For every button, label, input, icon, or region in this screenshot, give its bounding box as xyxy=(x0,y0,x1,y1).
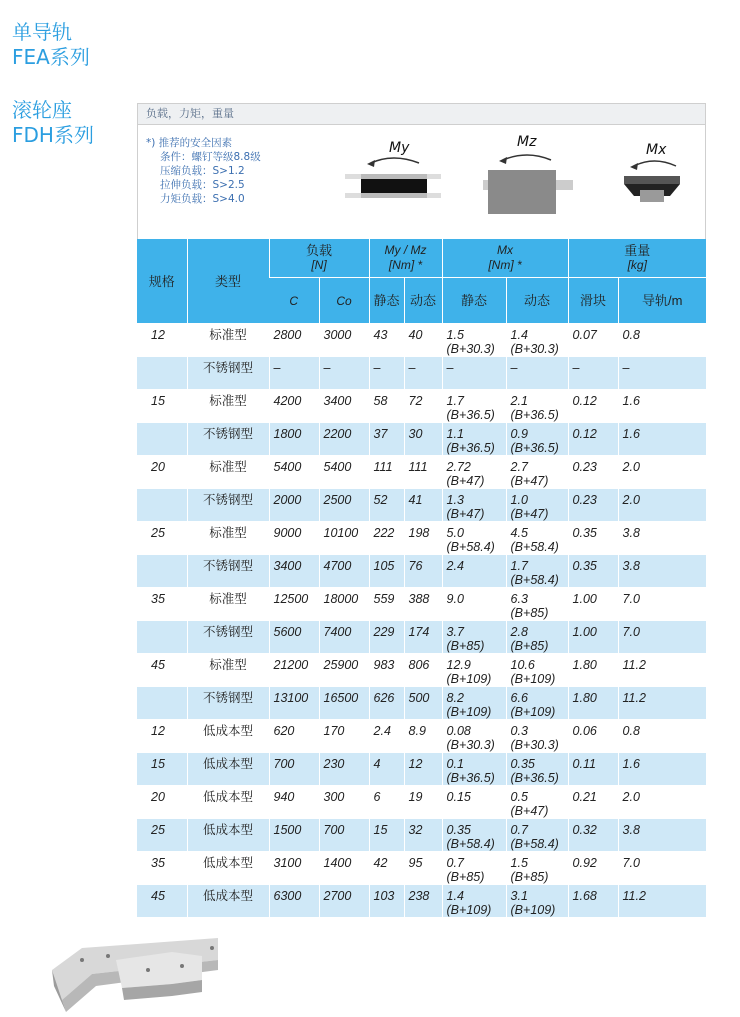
col-header-mx-dynamic: 动态 xyxy=(506,278,568,324)
size-cell xyxy=(137,555,187,588)
co-cell: 4700 xyxy=(319,555,369,588)
size-cell: 12 xyxy=(137,324,187,357)
c-cell: 700 xyxy=(269,753,319,786)
note-line: 压缩负载：S>1.2 xyxy=(160,165,245,177)
my-static-cell: 229 xyxy=(369,621,404,654)
mx-static-cell-formula: (B+85) xyxy=(446,639,485,653)
mx-static-cell: 12.9 (B+109) xyxy=(442,654,506,687)
col-header-co: Co xyxy=(319,278,369,324)
rail-weight-cell: 11.2 xyxy=(618,654,706,687)
block-weight-cell: 1.00 xyxy=(568,588,618,621)
mx-dynamic-cell-formula: (B+58.4) xyxy=(510,837,559,851)
table-row xyxy=(137,786,706,819)
mx-diagram-icon xyxy=(618,138,688,214)
type-cell: 标准型 xyxy=(187,588,269,621)
mx-dynamic-cell-formula: (B+36.5) xyxy=(510,771,559,785)
co-cell: 7400 xyxy=(319,621,369,654)
type-cell: 低成本型 xyxy=(187,885,269,918)
table-row xyxy=(137,819,706,852)
weight-label: 重量 xyxy=(624,243,651,258)
block-weight-cell: 0.12 xyxy=(568,390,618,423)
co-cell: 700 xyxy=(319,819,369,852)
series-title-block xyxy=(12,98,94,148)
mz-diagram-icon xyxy=(483,130,573,216)
type-cell: 标准型 xyxy=(187,390,269,423)
block-title-code: FDH系列 xyxy=(12,123,94,147)
my-diagram-icon xyxy=(343,136,443,208)
my-static-cell: – xyxy=(369,357,404,390)
size-cell: 15 xyxy=(137,753,187,786)
my-dynamic-cell: 19 xyxy=(404,786,442,819)
col-header-mx xyxy=(442,239,568,278)
my-static-cell: 58 xyxy=(369,390,404,423)
mx-static-cell: 2.72 (B+47) xyxy=(442,456,506,489)
rail-title-code: FEA系列 xyxy=(12,45,90,69)
mx-static-cell-formula: (B+58.4) xyxy=(446,837,495,851)
block-weight-cell: 0.11 xyxy=(568,753,618,786)
mx-static-cell-formula: (B+36.5) xyxy=(446,408,495,422)
mx-static-cell-formula: (B+36.5) xyxy=(446,441,495,455)
my-dynamic-cell: 111 xyxy=(404,456,442,489)
c-cell: 620 xyxy=(269,720,319,753)
mz-label: Mz xyxy=(517,134,537,150)
table-row xyxy=(137,588,706,621)
type-cell: 标准型 xyxy=(187,654,269,687)
type-cell: 低成本型 xyxy=(187,819,269,852)
my-dynamic-cell: 41 xyxy=(404,489,442,522)
mx-dynamic-cell: 6.3 (B+85) xyxy=(506,588,568,621)
mx-dynamic-cell: 1.0 (B+47) xyxy=(506,489,568,522)
my-dynamic-cell: 40 xyxy=(404,324,442,357)
my-dynamic-cell: 174 xyxy=(404,621,442,654)
mx-dynamic-cell-formula: (B+47) xyxy=(510,804,549,818)
c-cell: 6300 xyxy=(269,885,319,918)
size-cell: 15 xyxy=(137,390,187,423)
c-cell: 13100 xyxy=(269,687,319,720)
table-row xyxy=(137,654,706,687)
my-dynamic-cell: 8.9 xyxy=(404,720,442,753)
co-cell: – xyxy=(319,357,369,390)
table-row xyxy=(137,687,706,720)
mx-static-cell-formula: (B+47) xyxy=(446,474,485,488)
table-row xyxy=(137,885,706,918)
mx-static-cell: – xyxy=(442,357,506,390)
mx-static-cell-formula: (B+109) xyxy=(446,672,492,686)
type-cell: 不锈钢型 xyxy=(187,555,269,588)
my-static-cell: 37 xyxy=(369,423,404,456)
mx-static-cell-formula: (B+30.3) xyxy=(446,342,495,356)
block-weight-cell: 1.00 xyxy=(568,621,618,654)
co-cell: 230 xyxy=(319,753,369,786)
mx-dynamic-cell: 6.6 (B+109) xyxy=(506,687,568,720)
mx-static-cell: 5.0 (B+58.4) xyxy=(442,522,506,555)
rail-weight-cell: 11.2 xyxy=(618,687,706,720)
my-static-cell: 983 xyxy=(369,654,404,687)
mx-static-cell-formula: (B+109) xyxy=(446,705,492,719)
table-row xyxy=(137,555,706,588)
rail-weight-cell: 1.6 xyxy=(618,390,706,423)
mx-dynamic-cell: 10.6 (B+109) xyxy=(506,654,568,687)
col-header-block: 滑块 xyxy=(568,278,618,324)
mx-dynamic-cell-formula: (B+36.5) xyxy=(510,408,559,422)
size-cell xyxy=(137,423,187,456)
my-dynamic-cell: 76 xyxy=(404,555,442,588)
my-dynamic-cell: 388 xyxy=(404,588,442,621)
type-cell: 低成本型 xyxy=(187,852,269,885)
co-cell: 2200 xyxy=(319,423,369,456)
mx-dynamic-cell: 0.9 (B+36.5) xyxy=(506,423,568,456)
my-static-cell: 4 xyxy=(369,753,404,786)
mz-moment-diagram xyxy=(483,130,573,216)
table-row xyxy=(137,357,706,390)
table-row xyxy=(137,753,706,786)
size-cell: 20 xyxy=(137,786,187,819)
c-cell: 12500 xyxy=(269,588,319,621)
rail-weight-cell: 1.6 xyxy=(618,423,706,456)
mx-dynamic-cell: 4.5 (B+58.4) xyxy=(506,522,568,555)
table-row xyxy=(137,456,706,489)
c-cell: 21200 xyxy=(269,654,319,687)
rail-weight-cell: 2.0 xyxy=(618,456,706,489)
size-cell: 45 xyxy=(137,654,187,687)
table-row xyxy=(137,390,706,423)
type-cell: 不锈钢型 xyxy=(187,423,269,456)
mx-static-cell: 1.4 (B+109) xyxy=(442,885,506,918)
c-cell: 940 xyxy=(269,786,319,819)
size-cell: 25 xyxy=(137,819,187,852)
mx-static-cell-formula: (B+47) xyxy=(446,507,485,521)
size-cell: 12 xyxy=(137,720,187,753)
block-weight-cell: 0.35 xyxy=(568,555,618,588)
mx-label: Mx xyxy=(646,142,667,158)
mx-label: Mx xyxy=(497,243,514,257)
col-header-weight xyxy=(568,239,706,278)
safety-notes xyxy=(146,136,261,206)
mx-dynamic-cell-formula: (B+47) xyxy=(510,474,549,488)
rail-weight-cell: 7.0 xyxy=(618,621,706,654)
my-static-cell: 15 xyxy=(369,819,404,852)
mx-static-cell-formula: (B+85) xyxy=(446,870,485,884)
mx-dynamic-cell: 1.4 (B+30.3) xyxy=(506,324,568,357)
block-weight-cell: 1.80 xyxy=(568,654,618,687)
co-cell: 16500 xyxy=(319,687,369,720)
block-weight-cell: 0.32 xyxy=(568,819,618,852)
myz-unit: [Nm] * xyxy=(388,258,423,272)
block-weight-cell: 0.06 xyxy=(568,720,618,753)
my-label: My xyxy=(389,140,410,156)
mx-dynamic-cell-formula: (B+85) xyxy=(510,639,549,653)
c-cell: 2000 xyxy=(269,489,319,522)
my-static-cell: 105 xyxy=(369,555,404,588)
c-cell: 1800 xyxy=(269,423,319,456)
rail-weight-cell: 3.8 xyxy=(618,555,706,588)
table-row xyxy=(137,489,706,522)
my-static-cell: 43 xyxy=(369,324,404,357)
size-cell: 35 xyxy=(137,852,187,885)
table-row xyxy=(137,324,706,357)
panel-header: 负载，力矩，重量 xyxy=(138,104,705,125)
mx-dynamic-cell-formula: (B+85) xyxy=(510,870,549,884)
size-cell xyxy=(137,621,187,654)
type-cell: 不锈钢型 xyxy=(187,687,269,720)
block-weight-cell: 0.12 xyxy=(568,423,618,456)
rail-weight-cell: 7.0 xyxy=(618,588,706,621)
rail-weight-cell: 11.2 xyxy=(618,885,706,918)
my-dynamic-cell: 500 xyxy=(404,687,442,720)
co-cell: 1400 xyxy=(319,852,369,885)
col-header-c: C xyxy=(269,278,319,324)
mx-dynamic-cell: 3.1 (B+109) xyxy=(506,885,568,918)
note-line: 力矩负载：S>4.0 xyxy=(160,193,245,205)
block-title-cn: 滚轮座 xyxy=(12,98,72,122)
co-cell: 25900 xyxy=(319,654,369,687)
co-cell: 3400 xyxy=(319,390,369,423)
col-header-myz xyxy=(369,239,442,278)
my-dynamic-cell: 806 xyxy=(404,654,442,687)
mx-dynamic-cell-formula: (B+36.5) xyxy=(510,441,559,455)
block-weight-cell: 0.92 xyxy=(568,852,618,885)
weight-unit: [kg] xyxy=(627,258,647,272)
col-header-type: 类型 xyxy=(187,239,269,324)
rail-weight-cell: 0.8 xyxy=(618,324,706,357)
col-header-my-dynamic: 动态 xyxy=(404,278,442,324)
my-dynamic-cell: 72 xyxy=(404,390,442,423)
col-header-load xyxy=(269,239,369,278)
mx-static-cell: 1.7 (B+36.5) xyxy=(442,390,506,423)
type-cell: 标准型 xyxy=(187,456,269,489)
c-cell: 5400 xyxy=(269,456,319,489)
mx-dynamic-cell: 0.7 (B+58.4) xyxy=(506,819,568,852)
mx-moment-diagram xyxy=(618,138,688,214)
co-cell: 18000 xyxy=(319,588,369,621)
mx-static-cell: 1.5 (B+30.3) xyxy=(442,324,506,357)
mx-dynamic-cell-formula: (B+58.4) xyxy=(510,540,559,554)
c-cell: 1500 xyxy=(269,819,319,852)
col-header-size: 规格 xyxy=(137,239,187,324)
mx-dynamic-cell: 2.7 (B+47) xyxy=(506,456,568,489)
c-cell: 5600 xyxy=(269,621,319,654)
my-dynamic-cell: 32 xyxy=(404,819,442,852)
note-line: 拉伸负载：S>2.5 xyxy=(160,179,245,191)
my-static-cell: 52 xyxy=(369,489,404,522)
type-cell: 低成本型 xyxy=(187,786,269,819)
size-cell: 45 xyxy=(137,885,187,918)
type-cell: 不锈钢型 xyxy=(187,357,269,390)
safety-notes-title: *) 推荐的安全因素 xyxy=(146,137,233,149)
my-static-cell: 42 xyxy=(369,852,404,885)
size-cell: 35 xyxy=(137,588,187,621)
table-row xyxy=(137,852,706,885)
table-row xyxy=(137,423,706,456)
co-cell: 10100 xyxy=(319,522,369,555)
type-cell: 低成本型 xyxy=(187,720,269,753)
mx-dynamic-cell-formula: (B+58.4) xyxy=(510,573,559,587)
my-dynamic-cell: 238 xyxy=(404,885,442,918)
type-cell: 标准型 xyxy=(187,522,269,555)
mx-static-cell: 0.15 xyxy=(442,786,506,819)
mx-static-cell: 1.1 (B+36.5) xyxy=(442,423,506,456)
block-weight-cell: 1.68 xyxy=(568,885,618,918)
series-title-rail xyxy=(12,20,90,70)
type-cell: 低成本型 xyxy=(187,753,269,786)
size-cell xyxy=(137,687,187,720)
mx-static-cell: 3.7 (B+85) xyxy=(442,621,506,654)
rail-weight-cell: 0.8 xyxy=(618,720,706,753)
my-dynamic-cell: – xyxy=(404,357,442,390)
mx-static-cell-formula: (B+36.5) xyxy=(446,771,495,785)
mx-static-cell: 8.2 (B+109) xyxy=(442,687,506,720)
my-static-cell: 111 xyxy=(369,456,404,489)
product-image xyxy=(52,930,222,1017)
note-line: 条件：螺钉等级8.8级 xyxy=(160,151,261,163)
size-cell xyxy=(137,357,187,390)
load-label: 负载 xyxy=(306,243,333,258)
block-weight-cell: 0.23 xyxy=(568,489,618,522)
mx-dynamic-cell: 0.3 (B+30.3) xyxy=(506,720,568,753)
rail-weight-cell: 7.0 xyxy=(618,852,706,885)
mx-static-cell: 1.3 (B+47) xyxy=(442,489,506,522)
load-unit: [N] xyxy=(311,258,327,272)
c-cell: 4200 xyxy=(269,390,319,423)
mx-static-cell-formula: (B+58.4) xyxy=(446,540,495,554)
type-cell: 不锈钢型 xyxy=(187,621,269,654)
mx-static-cell-formula: (B+109) xyxy=(446,903,492,917)
mx-static-cell-formula: (B+30.3) xyxy=(446,738,495,752)
mx-static-cell: 2.4 xyxy=(442,555,506,588)
mx-dynamic-cell-formula: (B+109) xyxy=(510,705,556,719)
my-dynamic-cell: 12 xyxy=(404,753,442,786)
my-static-cell: 626 xyxy=(369,687,404,720)
myz-label: My / Mz xyxy=(384,243,427,257)
co-cell: 2700 xyxy=(319,885,369,918)
mx-dynamic-cell: 2.1 (B+36.5) xyxy=(506,390,568,423)
c-cell: 9000 xyxy=(269,522,319,555)
col-header-rail: 导轨/m xyxy=(618,278,706,324)
block-weight-cell: 0.35 xyxy=(568,522,618,555)
table-row xyxy=(137,522,706,555)
mx-dynamic-cell: 0.5 (B+47) xyxy=(506,786,568,819)
mx-static-cell: 0.35 (B+58.4) xyxy=(442,819,506,852)
mx-unit: [Nm] * xyxy=(488,258,522,272)
my-dynamic-cell: 198 xyxy=(404,522,442,555)
block-weight-cell: 0.21 xyxy=(568,786,618,819)
block-weight-cell: 1.80 xyxy=(568,687,618,720)
rail-weight-cell: 3.8 xyxy=(618,819,706,852)
mx-dynamic-cell-formula: (B+109) xyxy=(510,672,556,686)
my-static-cell: 222 xyxy=(369,522,404,555)
rail-weight-cell: – xyxy=(618,357,706,390)
co-cell: 2500 xyxy=(319,489,369,522)
rail-weight-cell: 1.6 xyxy=(618,753,706,786)
c-cell: 3400 xyxy=(269,555,319,588)
col-header-mx-static: 静态 xyxy=(442,278,506,324)
my-static-cell: 2.4 xyxy=(369,720,404,753)
load-moment-panel xyxy=(137,103,706,241)
table-row xyxy=(137,720,706,753)
co-cell: 3000 xyxy=(319,324,369,357)
size-cell: 25 xyxy=(137,522,187,555)
size-cell xyxy=(137,489,187,522)
c-cell: – xyxy=(269,357,319,390)
my-dynamic-cell: 95 xyxy=(404,852,442,885)
mx-dynamic-cell-formula: (B+109) xyxy=(510,903,556,917)
spec-table xyxy=(137,239,706,918)
mx-dynamic-cell-formula: (B+85) xyxy=(510,606,549,620)
mx-dynamic-cell: – xyxy=(506,357,568,390)
my-dynamic-cell: 30 xyxy=(404,423,442,456)
mx-dynamic-cell-formula: (B+47) xyxy=(510,507,549,521)
rail-weight-cell: 2.0 xyxy=(618,786,706,819)
co-cell: 300 xyxy=(319,786,369,819)
mx-static-cell: 9.0 xyxy=(442,588,506,621)
mx-static-cell: 0.7 (B+85) xyxy=(442,852,506,885)
rail-title-cn: 单导轨 xyxy=(12,20,72,44)
co-cell: 5400 xyxy=(319,456,369,489)
block-weight-cell: 0.07 xyxy=(568,324,618,357)
type-cell: 不锈钢型 xyxy=(187,489,269,522)
block-weight-cell: 0.23 xyxy=(568,456,618,489)
block-weight-cell: – xyxy=(568,357,618,390)
my-static-cell: 6 xyxy=(369,786,404,819)
rail-weight-cell: 3.8 xyxy=(618,522,706,555)
table-row xyxy=(137,621,706,654)
my-static-cell: 103 xyxy=(369,885,404,918)
c-cell: 3100 xyxy=(269,852,319,885)
type-cell: 标准型 xyxy=(187,324,269,357)
size-cell: 20 xyxy=(137,456,187,489)
linear-rail-illustration xyxy=(52,930,222,1012)
my-moment-diagram xyxy=(343,136,443,208)
mx-dynamic-cell: 1.7 (B+58.4) xyxy=(506,555,568,588)
mx-dynamic-cell-formula: (B+30.3) xyxy=(510,738,559,752)
mx-static-cell: 0.1 (B+36.5) xyxy=(442,753,506,786)
mx-static-cell: 0.08 (B+30.3) xyxy=(442,720,506,753)
mx-dynamic-cell: 1.5 (B+85) xyxy=(506,852,568,885)
co-cell: 170 xyxy=(319,720,369,753)
rail-weight-cell: 2.0 xyxy=(618,489,706,522)
c-cell: 2800 xyxy=(269,324,319,357)
mx-dynamic-cell: 2.8 (B+85) xyxy=(506,621,568,654)
mx-dynamic-cell: 0.35 (B+36.5) xyxy=(506,753,568,786)
mx-dynamic-cell-formula: (B+30.3) xyxy=(510,342,559,356)
col-header-my-static: 静态 xyxy=(369,278,404,324)
my-static-cell: 559 xyxy=(369,588,404,621)
